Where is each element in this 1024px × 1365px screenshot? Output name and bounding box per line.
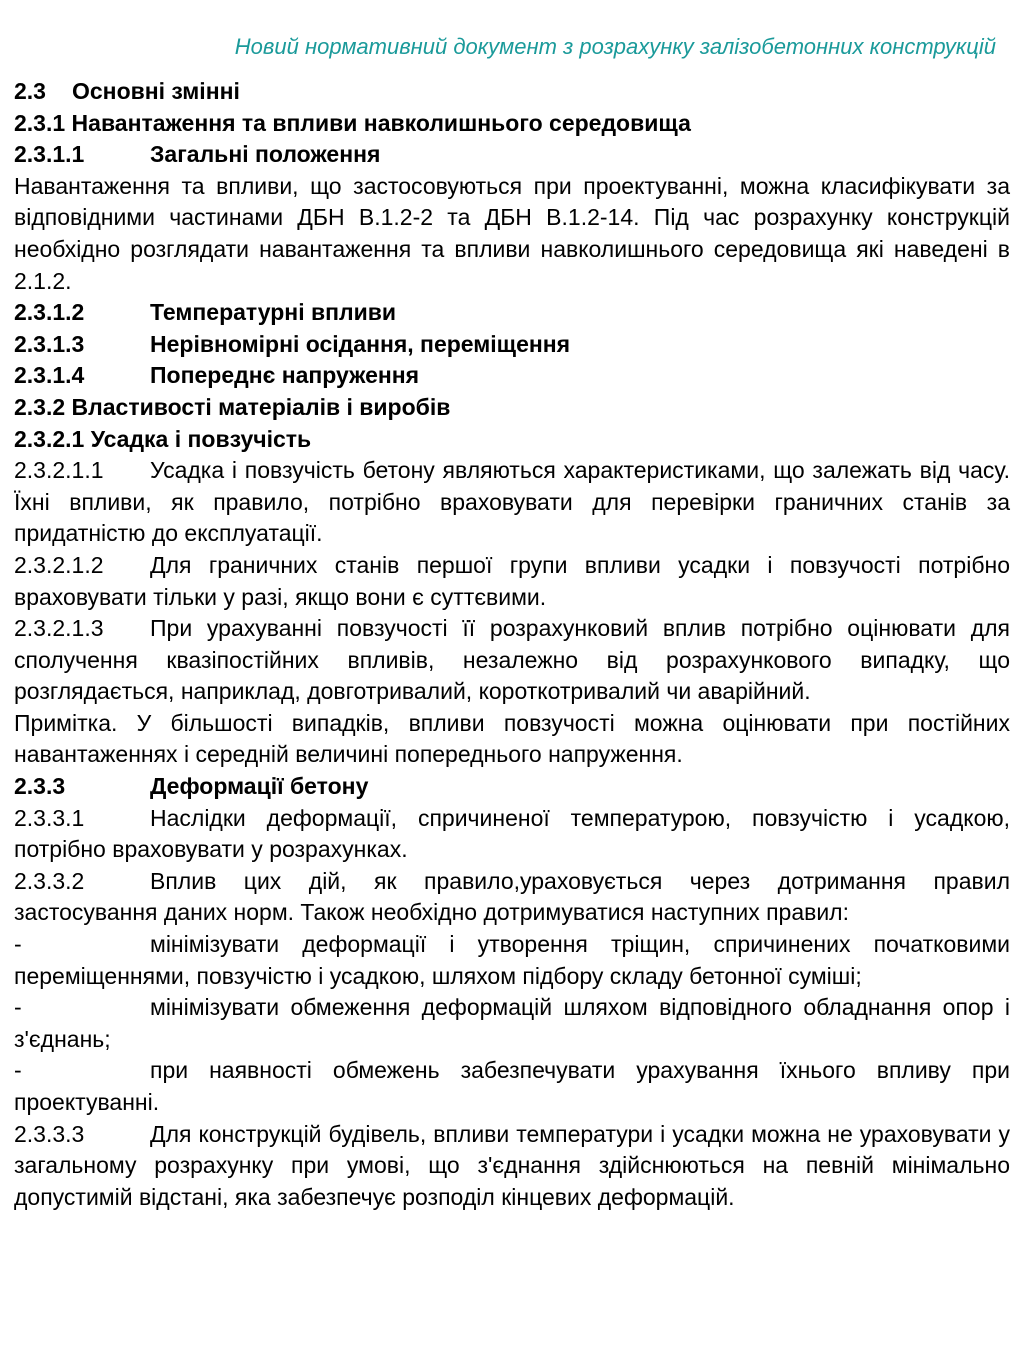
heading-number: 2.3.1.4 — [14, 362, 85, 389]
paragraph-text: Наслідки деформації, спричиненої температурою, повзучістю і усадкою, потрібно враховувати у розрахунках. — [14, 804, 1010, 863]
paragraph-general: Навантаження та впливи, що застосовуються при проектуванні, можна класифікувати за відповідними частинами ДБН В.1.2-2 та ДБН В.1.2-14. Під час розрахунку конструкцій необхідно розглядати навантаження та впливи навколишнього середовища які наведені в 2.1.2. — [14, 172, 1010, 294]
heading-2-3-2-1: 2.3.2.1 Усадка і повзучість — [14, 425, 312, 452]
list-marker: - — [14, 1057, 22, 1084]
paragraph-2-3-3-2 — [14, 866, 1010, 929]
heading-number: 2.3.3 — [14, 773, 66, 800]
heading-2-3-3 — [14, 771, 1010, 803]
heading-text: Деформації бетону — [150, 773, 369, 800]
paragraph-text: Для конструкцій будівель, впливи температури і усадки можна не ураховувати у загальному розрахунку при умові, що з'єднання здійснюються на певній мінімально допустимій відстані, яка забезпечує розподіл кінцевих деформацій. — [14, 1120, 1010, 1210]
paragraph-text: Вплив цих дій, як правило,ураховується через дотримання правил застосування даних норм. Також необхідно дотримуватися наступних правил: — [14, 867, 1010, 926]
heading-text: Попереднє напруження — [150, 362, 420, 389]
paragraph-text: При урахуванні повзучості її розрахунковий вплив потрібно оцінювати для сполучення квазіпостійних впливів, незалежно від розрахункового випадку, що розглядається, наприклад, довготривалий, короткотривалий чи аварійний. — [14, 615, 1010, 705]
paragraph-2-3-2-1-1 — [14, 455, 1010, 550]
list-item — [14, 929, 1010, 992]
heading-text: Температурні впливи — [150, 299, 397, 326]
paragraph-number: 2.3.3.1 — [14, 804, 85, 831]
heading-2-3-1-3 — [14, 329, 1010, 361]
paragraph-2-3-3-3 — [14, 1119, 1010, 1214]
list-item — [14, 992, 1010, 1055]
heading-2-3-1: 2.3.1 Навантаження та впливи навколишнього середовища — [14, 109, 691, 136]
list-item — [14, 1055, 1010, 1118]
paragraph-number: 2.3.3.2 — [14, 867, 85, 894]
paragraph-text: Усадка і повзучість бетону являються характеристиками, що залежать від часу. Їхні впливи, як правило, потрібно враховувати для перевірки граничних станів за придатністю до експлуатації. — [14, 457, 1010, 547]
paragraph-2-3-3-1 — [14, 803, 1010, 866]
heading-2-3-1-2 — [14, 297, 1010, 329]
heading-2-3-2: 2.3.2 Властивості матеріалів і виробів — [14, 393, 451, 420]
heading-text: Загальні положення — [150, 141, 381, 168]
heading-2-3-1-4 — [14, 360, 1010, 392]
list-marker: - — [14, 994, 22, 1021]
paragraph-text: Для граничних станів першої групи впливи усадки і повзучості потрібно враховувати тільки у разі, якщо вони є суттєвими. — [14, 551, 1010, 610]
heading-2-3-1-1 — [14, 139, 1010, 171]
paragraph-number: 2.3.2.1.1 — [14, 457, 104, 484]
paragraph-number: 2.3.2.1.3 — [14, 615, 104, 642]
heading-number: 2.3.1.2 — [14, 299, 85, 326]
paragraph-number: 2.3.3.3 — [14, 1120, 85, 1147]
list-item-text: мінімізувати обмеження деформацій шляхом відповідного обладнання опор і з'єднань; — [14, 994, 1010, 1052]
note-paragraph: Примітка. У більшості випадків, впливи повзучості можна оцінювати при постійних навантаженнях і середній величині попереднього напруження. — [14, 709, 1010, 768]
document-title: Новий нормативний документ з розрахунку залізобетонних конструкцій — [234, 34, 996, 59]
heading-text: Основні змінні — [72, 78, 240, 104]
heading-number: 2.3 — [14, 78, 46, 104]
heading-text: Нерівномірні осідання, переміщення — [150, 330, 571, 357]
list-item-text: при наявності обмежень забезпечувати урахування їхнього впливу при проектуванні. — [14, 1057, 1010, 1115]
list-marker: - — [14, 931, 22, 958]
paragraph-2-3-2-1-3 — [14, 613, 1010, 708]
list-item-text: мінімізувати деформації і утворення тріщин, спричинених початковими переміщеннями, повзучістю і усадкою, шляхом підбору складу бетонної суміші; — [14, 931, 1010, 989]
heading-2-3 — [14, 76, 1010, 108]
paragraph-number: 2.3.2.1.2 — [14, 551, 104, 578]
paragraph-2-3-2-1-2 — [14, 550, 1010, 613]
heading-number: 2.3.1.1 — [14, 141, 85, 168]
heading-number: 2.3.1.3 — [14, 330, 85, 357]
